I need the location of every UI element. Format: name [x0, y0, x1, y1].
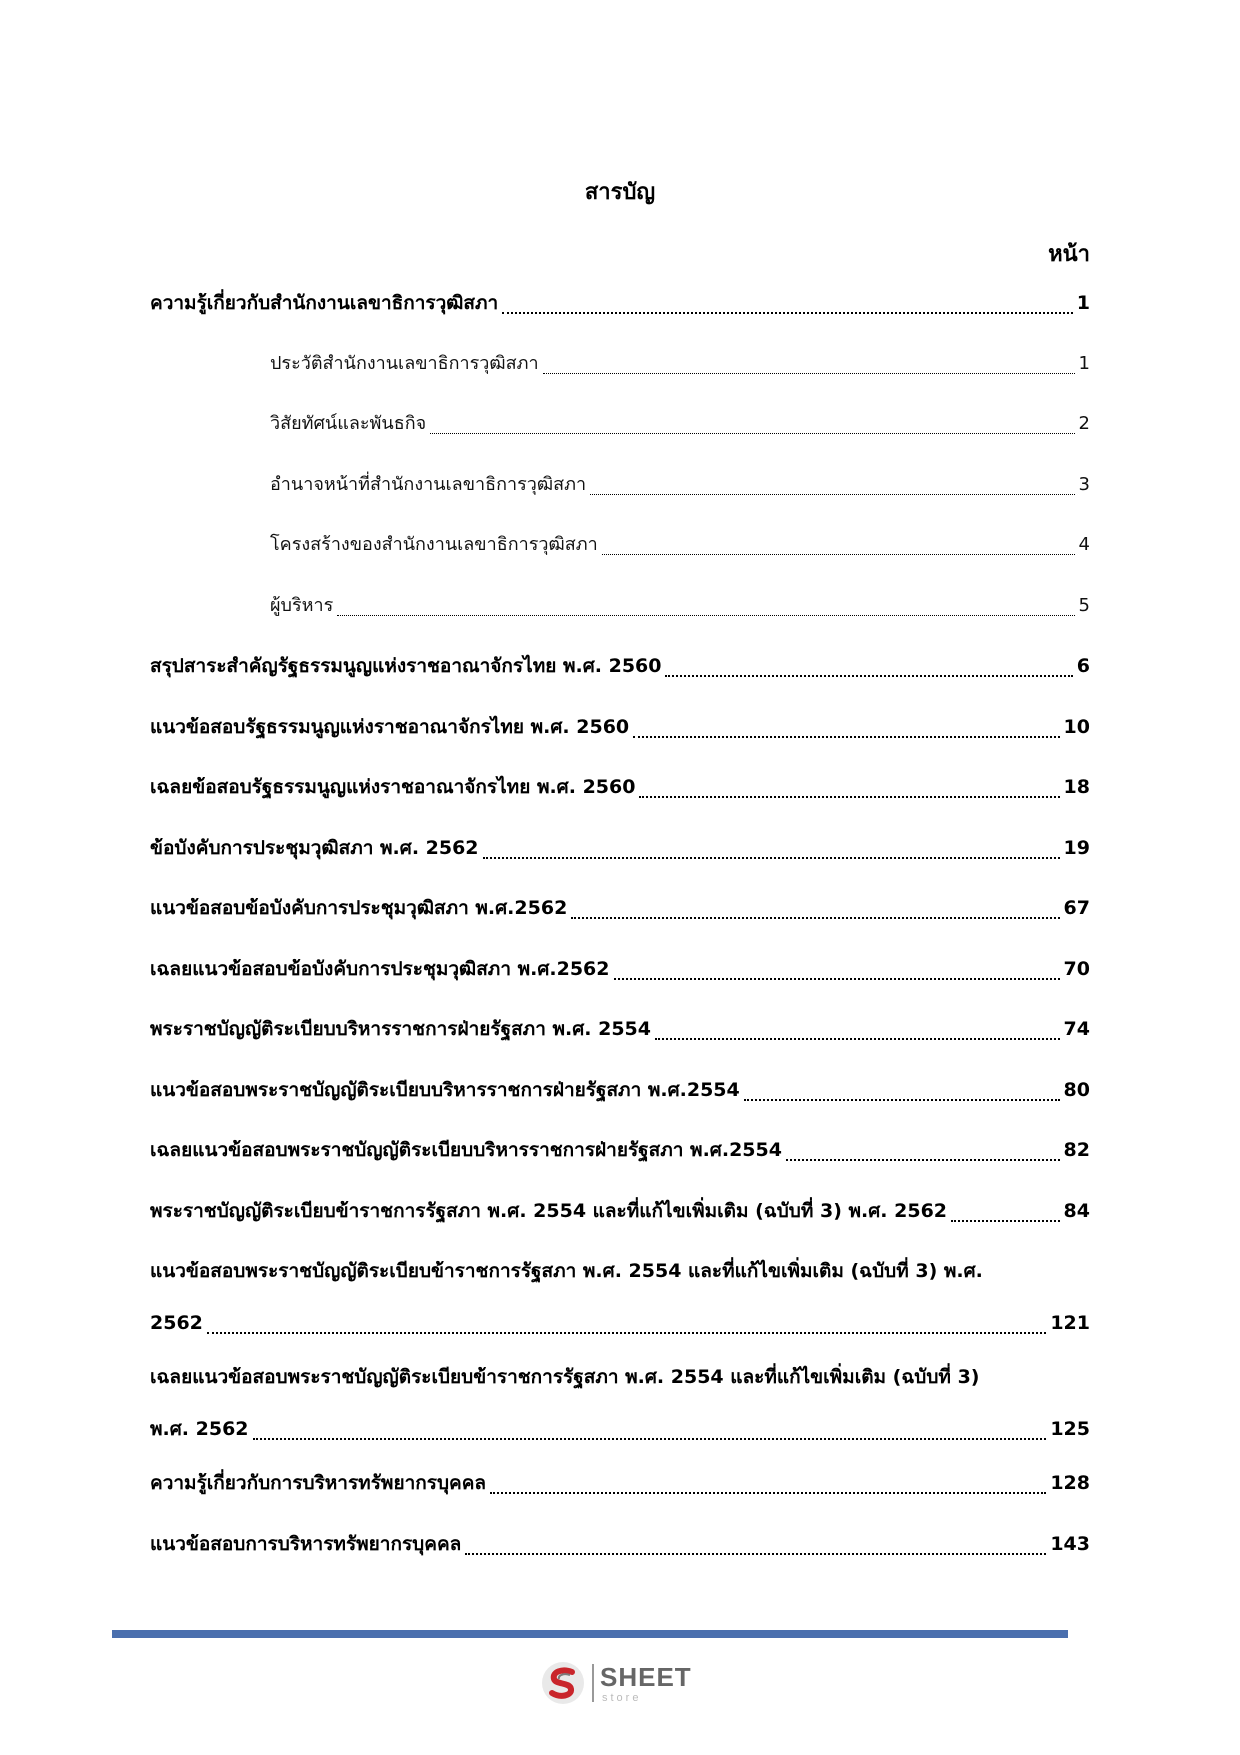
- toc-entry: [150, 835, 1090, 896]
- toc-entry-page-number: 19: [1063, 836, 1090, 859]
- toc-entry-page-number: 84: [1063, 1199, 1090, 1222]
- toc-entry-label-line2: พ.ศ. 2562: [150, 1418, 249, 1440]
- dot-leader: [744, 1077, 1060, 1101]
- toc-entry-label: ประวัติสำนักงานเลขาธิการวุฒิสภา: [270, 352, 539, 374]
- sheet-store-logo: [540, 1660, 715, 1710]
- toc-entry-label: เฉลยแนวข้อสอบข้อบังคับการประชุมวุฒิสภา พ.ศ.2562: [150, 957, 610, 980]
- toc-entry-page-number: 67: [1063, 897, 1090, 919]
- toc-entry-page-number: 121: [1050, 1312, 1090, 1334]
- dot-leader: [571, 895, 1059, 919]
- toc-entry-label: ความรู้เกี่ยวกับสำนักงานเลขาธิการวุฒิสภา: [150, 292, 499, 314]
- dot-leader: [633, 714, 1059, 738]
- toc-entry-page-number: 6: [1076, 655, 1090, 677]
- dot-leader: [786, 1137, 1060, 1161]
- toc-entry-label: แนวข้อสอบพระราชบัญญัติระเบียบบริหารราชการฝ่ายรัฐสภา พ.ศ.2554: [150, 1078, 740, 1101]
- toc-entry-label: แนวข้อสอบการบริหารทรัพยากรบุคคล: [150, 1532, 462, 1555]
- logo-text: SHEET: [600, 1662, 692, 1692]
- toc-entry: [150, 1531, 1090, 1592]
- dot-leader: [253, 1416, 1047, 1440]
- dot-leader: [337, 593, 1074, 616]
- toc-entry-wrapped: [150, 1258, 1090, 1340]
- footer-divider: [112, 1630, 1068, 1638]
- toc-entry-page-number: 80: [1063, 1078, 1090, 1101]
- toc-entry-label-line2: 2562: [150, 1312, 203, 1334]
- toc-entry-label-line1: แนวข้อสอบพระราชบัญญัติระเบียบข้าราชการรัฐสภา พ.ศ. 2554 และที่แก้ไขเพิ่มเติม (ฉบับที่ 3) พ.ศ.: [150, 1260, 983, 1282]
- dot-leader: [502, 290, 1073, 314]
- toc-entry-line2: [150, 1310, 1090, 1340]
- toc-entry-page-number: 143: [1050, 1532, 1090, 1555]
- toc-entry-label-line1: เฉลยแนวข้อสอบพระราชบัญญัติระเบียบข้าราชการรัฐสภา พ.ศ. 2554 และที่แก้ไขเพิ่มเติม (ฉบับที่ 3): [150, 1366, 980, 1388]
- toc-entry-page-number: 128: [1050, 1472, 1090, 1494]
- toc-entry-label: ข้อบังคับการประชุมวุฒิสภา พ.ศ. 2562: [150, 836, 479, 859]
- toc-entry-label: แนวข้อสอบรัฐธรรมนูญแห่งราชอาณาจักรไทย พ.ศ. 2560: [150, 715, 630, 738]
- dot-leader: [602, 532, 1075, 555]
- toc-entry: [150, 1198, 1090, 1259]
- toc-entry-label: เฉลยแนวข้อสอบพระราชบัญญัติระเบียบบริหารราชการฝ่ายรัฐสภา พ.ศ.2554: [150, 1139, 782, 1161]
- toc-entry: [150, 472, 1090, 533]
- toc-entry-page-number: 82: [1063, 1139, 1090, 1161]
- toc-entry: [150, 895, 1090, 956]
- toc-entry-page-number: 4: [1078, 534, 1090, 555]
- toc-entry: [150, 1137, 1090, 1198]
- toc-entry-line2: [150, 1416, 1090, 1446]
- toc-entry-label: เฉลยข้อสอบรัฐธรรมนูญแห่งราชอาณาจักรไทย พ.ศ. 2560: [150, 776, 636, 798]
- page-title: สารบัญ: [584, 180, 656, 205]
- toc-entry: [150, 956, 1090, 1017]
- dot-leader: [614, 956, 1060, 980]
- dot-leader: [483, 835, 1060, 859]
- toc-entry-page-number: 5: [1078, 594, 1090, 616]
- dot-leader: [490, 1470, 1046, 1494]
- dot-leader: [430, 411, 1074, 434]
- dot-leader: [639, 774, 1059, 798]
- toc-entry-page-number: 125: [1050, 1418, 1090, 1440]
- dot-leader: [207, 1310, 1046, 1334]
- toc-entry-label: แนวข้อสอบข้อบังคับการประชุมวุฒิสภา พ.ศ.2562: [150, 897, 568, 919]
- sheet-store-s-icon: [540, 1660, 586, 1706]
- toc-entry: [150, 351, 1090, 412]
- toc-entry-wrapped: [150, 1364, 1090, 1446]
- toc-entry-page-number: 2: [1078, 413, 1090, 434]
- page-column-header: หน้า: [1048, 242, 1090, 267]
- toc-entry-page-number: 1: [1078, 352, 1090, 374]
- toc-entry: [150, 774, 1090, 835]
- toc-entry-page-number: 3: [1078, 473, 1090, 495]
- logo-subtext: store: [602, 1692, 642, 1704]
- toc-entry: [150, 290, 1090, 351]
- table-of-contents: [150, 290, 1090, 1591]
- toc-entry-label: โครงสร้างของสำนักงานเลขาธิการวุฒิสภา: [270, 534, 598, 555]
- toc-entry-label: ความรู้เกี่ยวกับการบริหารทรัพยากรบุคคล: [150, 1472, 487, 1494]
- dot-leader: [543, 351, 1075, 374]
- toc-entry-label: สรุปสาระสำคัญรัฐธรรมนูญแห่งราชอาณาจักรไทย พ.ศ. 2560: [150, 655, 662, 677]
- toc-entry-label: พระราชบัญญัติระเบียบบริหารราชการฝ่ายรัฐสภา พ.ศ. 2554: [150, 1018, 651, 1040]
- toc-entry: [150, 593, 1090, 654]
- logo-separator: [592, 1664, 594, 1702]
- toc-entry: [150, 411, 1090, 472]
- toc-entry: [150, 532, 1090, 593]
- dot-leader: [951, 1198, 1060, 1222]
- toc-entry: [150, 653, 1090, 714]
- toc-entry-label: วิสัยทัศน์และพันธกิจ: [270, 413, 427, 434]
- toc-entry: [150, 1470, 1090, 1531]
- toc-entry: [150, 1077, 1090, 1138]
- toc-entry-label: พระราชบัญญัติระเบียบข้าราชการรัฐสภา พ.ศ. 2554 และที่แก้ไขเพิ่มเติม (ฉบับที่ 3) พ.ศ. 2562: [150, 1199, 948, 1222]
- toc-entry-page-number: 74: [1063, 1018, 1090, 1040]
- toc-entry-page-number: 10: [1063, 715, 1090, 738]
- toc-entry: [150, 714, 1090, 775]
- dot-leader: [590, 472, 1074, 495]
- toc-entry-page-number: 70: [1063, 957, 1090, 980]
- dot-leader: [655, 1016, 1060, 1040]
- toc-entry: [150, 1016, 1090, 1077]
- toc-entry-label: อำนาจหน้าที่สำนักงานเลขาธิการวุฒิสภา: [270, 473, 587, 495]
- dot-leader: [465, 1531, 1046, 1555]
- toc-entry-label: ผู้บริหาร: [270, 594, 334, 616]
- toc-entry-page-number: 18: [1063, 776, 1090, 798]
- dot-leader: [665, 653, 1072, 677]
- toc-entry-page-number: 1: [1076, 292, 1090, 314]
